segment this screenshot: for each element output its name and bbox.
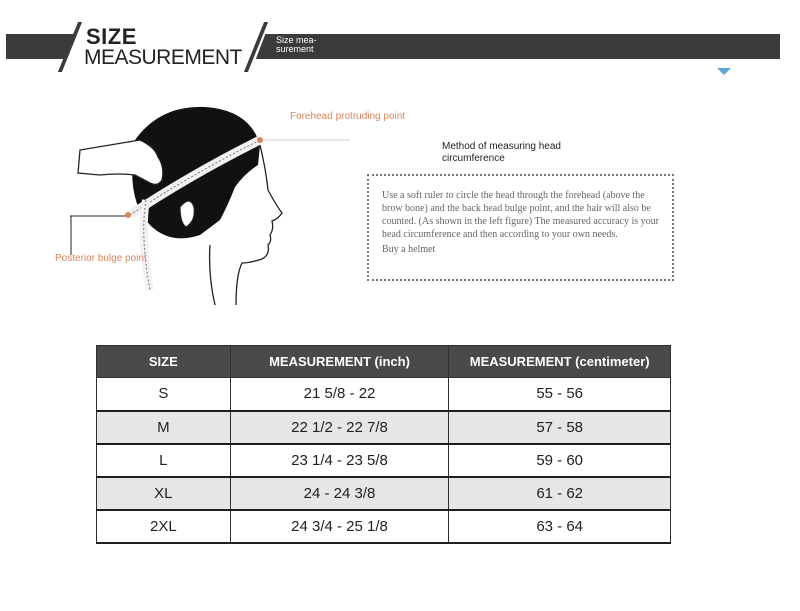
neck-back [210, 245, 215, 305]
label-forehead-point: Forehead protruding point [290, 111, 406, 122]
title-measurement: MEASUREMENT [84, 46, 242, 69]
banner-subtitle: Size mea- surement [276, 35, 317, 54]
buy-helmet-link[interactable]: Buy a helmet [382, 244, 436, 255]
title-size: SIZE [86, 24, 137, 49]
cell-inch: 22 1/2 - 22 7/8 [230, 411, 449, 444]
header-inch: MEASUREMENT (inch) [230, 346, 449, 378]
cell-inch: 23 1/4 - 23 5/8 [230, 444, 449, 477]
cell-size: S [97, 378, 231, 411]
hand [78, 140, 163, 184]
cell-cm: 57 - 58 [449, 411, 671, 444]
cell-cm: 59 - 60 [449, 444, 671, 477]
head-measurement-illustration [40, 95, 370, 310]
header-size: SIZE [97, 346, 231, 378]
dropdown-triangle-icon[interactable] [717, 68, 731, 75]
table-row [97, 444, 671, 477]
cell-size: M [97, 411, 231, 444]
posterior-point [125, 212, 131, 218]
method-title: Method of measuring head circumference [442, 141, 561, 164]
label-posterior-point: Posterior bulge point [55, 253, 147, 264]
size-table [96, 345, 671, 544]
table-row [97, 477, 671, 510]
cell-inch: 21 5/8 - 22 [230, 378, 449, 411]
method-description: Use a soft ruler to circle the head through the forehead (above the brow bone) and the back head bulge point, and the hair will also be counted. (As shown in the left figure) The measured accuracy is your head circumference and then according to your own needs. [382, 190, 659, 240]
table-row [97, 411, 671, 444]
method-box [367, 174, 674, 281]
table-row [97, 378, 671, 411]
cell-inch: 24 3/4 - 25 1/8 [230, 510, 449, 543]
header-cm: MEASUREMENT (centimeter) [449, 346, 671, 378]
table-header-row [97, 346, 671, 378]
cell-size: XL [97, 477, 231, 510]
cell-cm: 63 - 64 [449, 510, 671, 543]
cell-inch: 24 - 24 3/8 [230, 477, 449, 510]
cell-cm: 55 - 56 [449, 378, 671, 411]
cell-size: L [97, 444, 231, 477]
table-row [97, 510, 671, 543]
cell-size: 2XL [97, 510, 231, 543]
cell-cm: 61 - 62 [449, 477, 671, 510]
